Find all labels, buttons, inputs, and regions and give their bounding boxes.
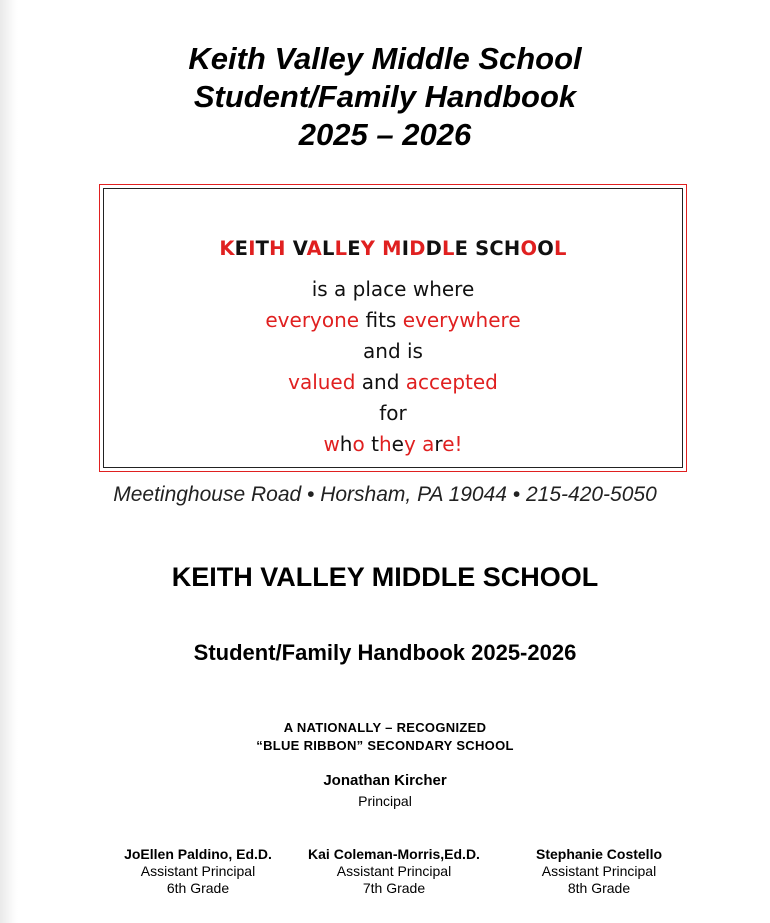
motto-fits: fits	[359, 308, 403, 332]
motto-line-4	[104, 367, 682, 398]
motto-letter: y	[403, 432, 416, 456]
staff-name: JoEllen Paldino, Ed.D.	[124, 846, 272, 862]
staff-grade: 8th Grade	[567, 880, 631, 896]
motto-letter: M	[382, 237, 402, 260]
motto-line-5: for	[379, 401, 407, 425]
principal-name: Jonathan Kircher	[323, 772, 447, 789]
staff-grade: 6th Grade	[166, 880, 230, 896]
recognition-line-2: “BLUE RIBBON” SECONDARY SCHOOL	[256, 738, 514, 753]
motto-letter: I	[401, 237, 410, 260]
motto-letter: H	[269, 237, 286, 260]
motto-line-3: and is	[363, 339, 423, 363]
motto-heading	[104, 233, 682, 264]
title-line-3: 2025 – 2026	[298, 117, 472, 152]
motto-and: and	[355, 370, 406, 394]
motto-letter: t	[371, 432, 379, 456]
title-line-1: Keith Valley Middle School	[188, 41, 582, 76]
motto-letter: L	[321, 237, 335, 260]
motto-letter: H	[503, 237, 521, 260]
motto-letter: h	[339, 432, 353, 456]
motto-letter: S	[475, 237, 490, 260]
motto-letter: E	[234, 237, 249, 260]
motto-letter: L	[441, 237, 455, 260]
motto-letter: o	[352, 432, 365, 456]
motto-letter: K	[219, 237, 235, 260]
motto-line-2	[104, 305, 682, 336]
motto-everyone: everyone	[265, 308, 360, 332]
staff-name: Kai Coleman-Morris,Ed.D.	[308, 846, 480, 862]
motto-line-6	[104, 429, 682, 460]
motto-letter: e	[442, 432, 455, 456]
motto-letter: I	[248, 237, 256, 260]
motto-letter: T	[255, 237, 270, 260]
motto-letter: O	[520, 237, 538, 260]
staff-role: Assistant Principal	[140, 863, 256, 879]
motto-letter: a	[422, 432, 435, 456]
recognition-line-1: A NATIONALLY – RECOGNIZED	[283, 720, 487, 735]
motto-everywhere: everywhere	[402, 308, 521, 332]
motto-letter: h	[378, 432, 392, 456]
motto-letter: E	[454, 237, 469, 260]
motto-letter: !	[454, 432, 463, 456]
motto-letter: E	[347, 237, 361, 260]
motto-letter: C	[489, 237, 504, 260]
title-line-2: Student/Family Handbook	[193, 79, 577, 114]
motto-letter: L	[334, 237, 348, 260]
motto-letter: e	[391, 432, 404, 456]
assistant-principal-8th	[484, 846, 714, 897]
motto-letter: D	[409, 237, 426, 260]
staff-name: Stephanie Costello	[535, 846, 663, 862]
blue-ribbon-recognition	[0, 719, 770, 755]
motto-accepted: accepted	[405, 370, 498, 394]
motto-inner-border	[103, 188, 683, 468]
school-name-heading: KEITH VALLEY MIDDLE SCHOOL	[171, 562, 599, 592]
school-address: Meetinghouse Road • Horsham, PA 19044 • 215-420-5050	[113, 483, 657, 506]
motto-text	[104, 233, 682, 460]
motto-letter: V	[292, 237, 307, 260]
staff-role: Assistant Principal	[336, 863, 452, 879]
motto-letter: L	[554, 237, 567, 260]
motto-letter: Y	[360, 237, 376, 260]
motto-letter	[286, 237, 293, 260]
motto-letter: D	[425, 237, 442, 260]
motto-letter: A	[306, 237, 322, 260]
motto-box	[99, 184, 687, 472]
principal-role: Principal	[358, 793, 412, 809]
handbook-title	[0, 40, 770, 154]
staff-role: Assistant Principal	[541, 863, 657, 879]
staff-grade: 7th Grade	[362, 880, 426, 896]
motto-valued: valued	[288, 370, 356, 394]
motto-letter: w	[323, 432, 340, 456]
motto-letter: O	[537, 237, 554, 260]
assistant-principal-7th	[279, 846, 509, 897]
motto-line-1: is a place where	[311, 277, 475, 301]
handbook-subtitle: Student/Family Handbook 2025-2026	[193, 640, 577, 665]
motto-letter: r	[434, 432, 443, 456]
